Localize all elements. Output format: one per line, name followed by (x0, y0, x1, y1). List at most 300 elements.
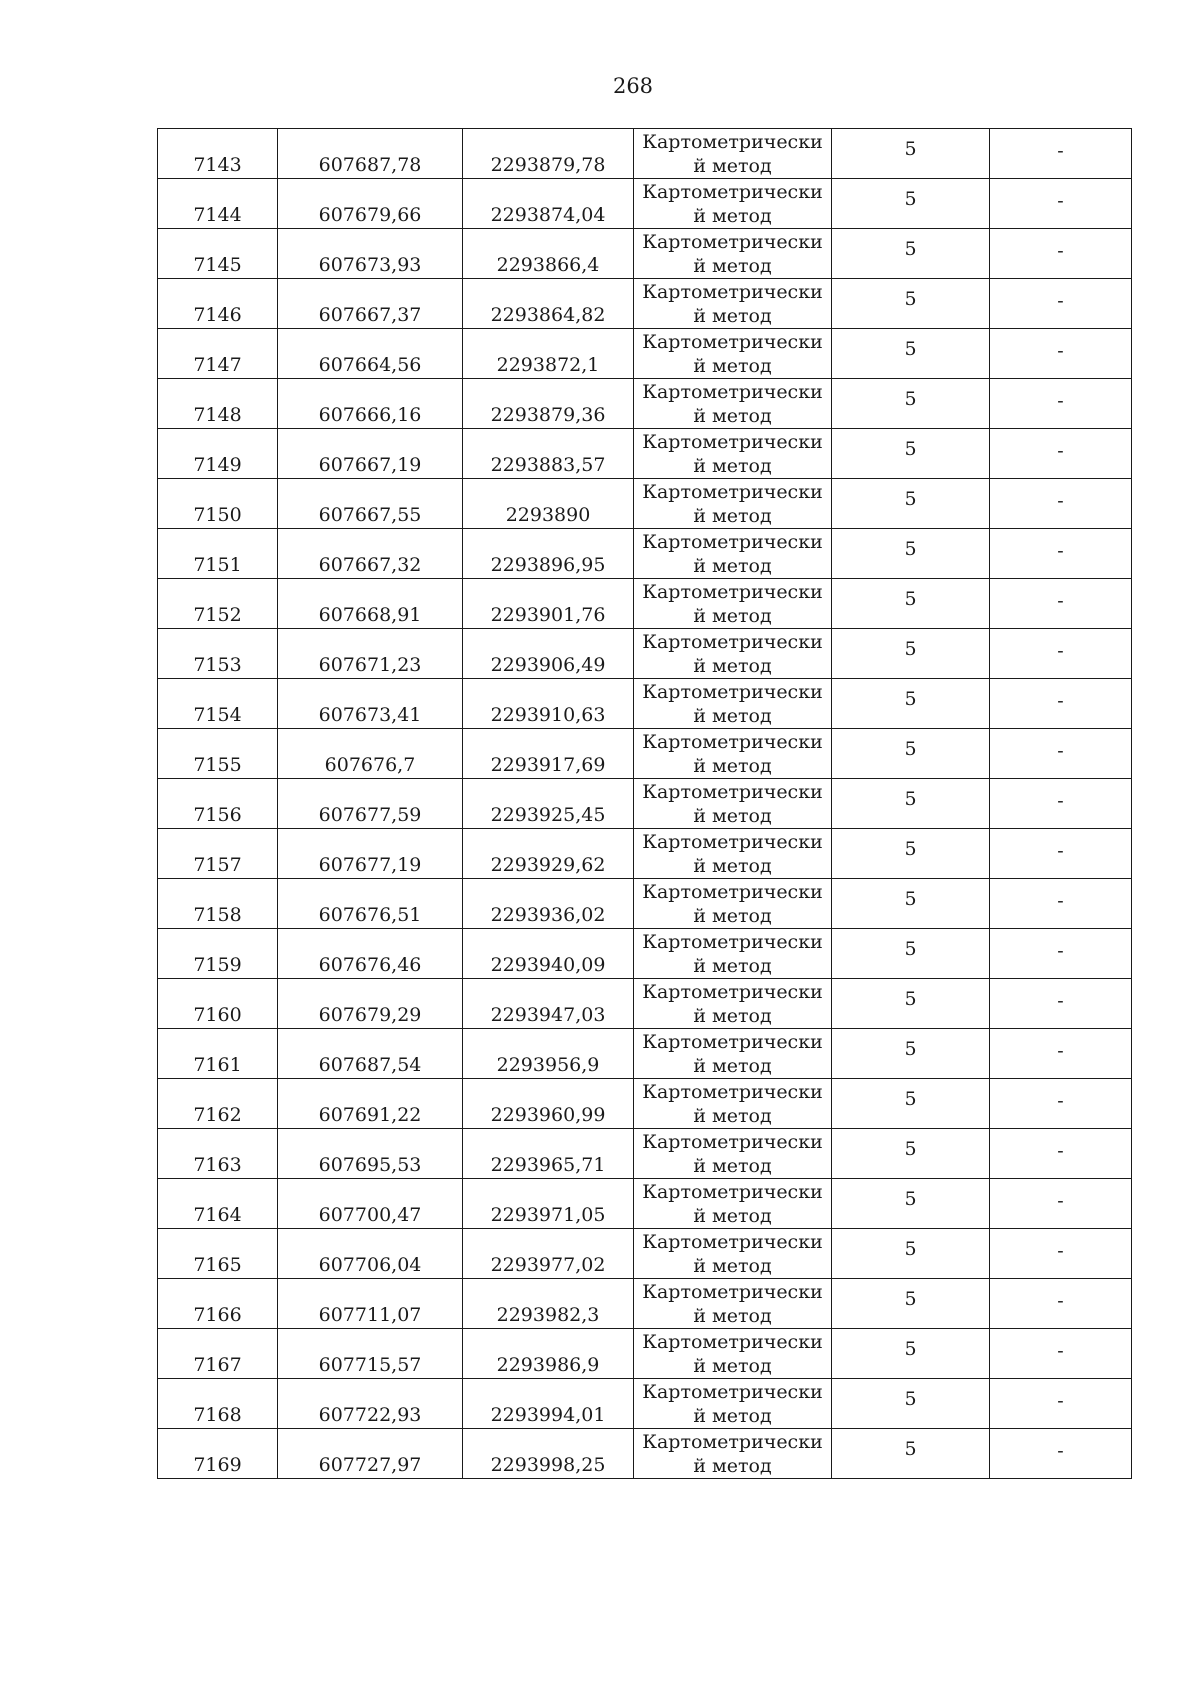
accuracy-cell-text: 5 (904, 138, 917, 160)
accuracy-cell (832, 1029, 990, 1079)
method-cell (634, 979, 832, 1029)
method-cell (634, 129, 832, 179)
note-cell-text: - (1057, 390, 1064, 412)
accuracy-cell-text: 5 (904, 438, 917, 460)
x-coordinate-cell-text: 607727,97 (318, 1454, 422, 1476)
method-cell (634, 1379, 832, 1429)
x-coordinate-cell (278, 1229, 463, 1279)
accuracy-cell-text: 5 (904, 788, 917, 810)
note-cell (990, 379, 1132, 429)
accuracy-cell (832, 1429, 990, 1479)
note-cell-text: - (1057, 490, 1064, 512)
accuracy-cell (832, 229, 990, 279)
accuracy-cell-text: 5 (904, 288, 917, 310)
point-number-cell (158, 129, 278, 179)
point-number-cell-text: 7148 (193, 404, 242, 426)
point-number-cell-text: 7169 (193, 1454, 242, 1476)
accuracy-cell-text: 5 (904, 1038, 917, 1060)
x-coordinate-cell-text: 607687,54 (318, 1054, 422, 1076)
point-number-cell (158, 629, 278, 679)
point-number-cell (158, 829, 278, 879)
note-cell (990, 979, 1132, 1029)
method-line1: Картометрически (642, 1080, 823, 1103)
method-line1: Картометрически (642, 930, 823, 953)
table-row (158, 179, 1132, 229)
note-cell-text: - (1057, 1140, 1064, 1162)
method-line1: Картометрически (642, 980, 823, 1003)
accuracy-cell-text: 5 (904, 888, 917, 910)
accuracy-cell-text: 5 (904, 538, 917, 560)
table-body (158, 129, 1132, 1479)
y-coordinate-cell-text: 2293879,78 (490, 154, 606, 176)
x-coordinate-cell-text: 607673,41 (318, 704, 422, 726)
method-line2: й метод (693, 354, 772, 377)
point-number-cell (158, 379, 278, 429)
y-coordinate-cell (463, 1429, 634, 1479)
y-coordinate-cell-text: 2293977,02 (490, 1254, 606, 1276)
point-number-cell-text: 7158 (193, 904, 242, 926)
table-row (158, 279, 1132, 329)
point-number-cell (158, 479, 278, 529)
point-number-cell-text: 7159 (193, 954, 242, 976)
note-cell (990, 129, 1132, 179)
accuracy-cell-text: 5 (904, 1288, 917, 1310)
x-coordinate-cell-text: 607667,55 (318, 504, 422, 526)
table-row (158, 829, 1132, 879)
accuracy-cell-text: 5 (904, 338, 917, 360)
x-coordinate-cell-text: 607664,56 (318, 354, 422, 376)
point-number-cell (158, 879, 278, 929)
y-coordinate-cell (463, 229, 634, 279)
x-coordinate-cell (278, 729, 463, 779)
note-cell-text: - (1057, 1240, 1064, 1262)
accuracy-cell (832, 729, 990, 779)
accuracy-cell (832, 1179, 990, 1229)
table-row (158, 579, 1132, 629)
note-cell (990, 329, 1132, 379)
x-coordinate-cell-text: 607667,32 (318, 554, 422, 576)
point-number-cell-text: 7154 (193, 704, 242, 726)
accuracy-cell (832, 679, 990, 729)
accuracy-cell (832, 879, 990, 929)
method-line1: Картометрически (642, 430, 823, 453)
method-line1: Картометрически (642, 130, 823, 153)
method-line2: й метод (693, 954, 772, 977)
method-cell (634, 1429, 832, 1479)
point-number-cell (158, 279, 278, 329)
x-coordinate-cell (278, 879, 463, 929)
table-row (158, 629, 1132, 679)
point-number-cell (158, 779, 278, 829)
point-number-cell-text: 7144 (193, 204, 242, 226)
method-line1: Картометрически (642, 330, 823, 353)
method-line1: Картометрически (642, 230, 823, 253)
table-row (158, 1279, 1132, 1329)
y-coordinate-cell-text: 2293940,09 (490, 954, 606, 976)
y-coordinate-cell-text: 2293947,03 (490, 1004, 606, 1026)
table-row (158, 779, 1132, 829)
method-cell (634, 379, 832, 429)
method-line2: й метод (693, 754, 772, 777)
x-coordinate-cell-text: 607671,23 (318, 654, 422, 676)
x-coordinate-cell (278, 529, 463, 579)
x-coordinate-cell (278, 1129, 463, 1179)
method-line1: Картометрически (642, 280, 823, 303)
note-cell (990, 729, 1132, 779)
note-cell (990, 429, 1132, 479)
method-line2: й метод (693, 1404, 772, 1427)
y-coordinate-cell-text: 2293901,76 (490, 604, 606, 626)
note-cell-text: - (1057, 740, 1064, 762)
method-line1: Картометрически (642, 530, 823, 553)
note-cell (990, 479, 1132, 529)
point-number-cell (158, 1129, 278, 1179)
y-coordinate-cell (463, 479, 634, 529)
x-coordinate-cell-text: 607691,22 (318, 1104, 422, 1126)
x-coordinate-cell-text: 607687,78 (318, 154, 422, 176)
method-line2: й метод (693, 1454, 772, 1477)
y-coordinate-cell (463, 1279, 634, 1329)
x-coordinate-cell (278, 129, 463, 179)
method-line1: Картометрически (642, 1130, 823, 1153)
method-line1: Картометрически (642, 780, 823, 803)
point-number-cell-text: 7155 (193, 754, 242, 776)
y-coordinate-cell-text: 2293874,04 (490, 204, 606, 226)
method-line1: Картометрически (642, 1030, 823, 1053)
y-coordinate-cell (463, 679, 634, 729)
method-line1: Картометрически (642, 1230, 823, 1253)
point-number-cell-text: 7162 (193, 1104, 242, 1126)
method-cell (634, 829, 832, 879)
accuracy-cell (832, 629, 990, 679)
y-coordinate-cell (463, 579, 634, 629)
x-coordinate-cell (278, 829, 463, 879)
accuracy-cell-text: 5 (904, 1338, 917, 1360)
method-cell (634, 1279, 832, 1329)
table-row (158, 479, 1132, 529)
method-cell (634, 529, 832, 579)
point-number-cell (158, 1229, 278, 1279)
page-number: 268 (612, 74, 654, 98)
accuracy-cell-text: 5 (904, 188, 917, 210)
method-cell (634, 929, 832, 979)
method-cell (634, 179, 832, 229)
table-row (158, 1429, 1132, 1479)
note-cell-text: - (1057, 690, 1064, 712)
point-number-cell-text: 7152 (193, 604, 242, 626)
note-cell-text: - (1057, 840, 1064, 862)
table-row (158, 329, 1132, 379)
method-line2: й метод (693, 554, 772, 577)
point-number-cell (158, 1379, 278, 1429)
point-number-cell-text: 7164 (193, 1204, 242, 1226)
note-cell (990, 629, 1132, 679)
note-cell-text: - (1057, 340, 1064, 362)
x-coordinate-cell-text: 607667,37 (318, 304, 422, 326)
y-coordinate-cell (463, 179, 634, 229)
method-line2: й метод (693, 654, 772, 677)
method-line2: й метод (693, 504, 772, 527)
note-cell (990, 1129, 1132, 1179)
method-line2: й метод (693, 804, 772, 827)
y-coordinate-cell (463, 279, 634, 329)
method-line1: Картометрически (642, 730, 823, 753)
method-cell (634, 729, 832, 779)
accuracy-cell (832, 379, 990, 429)
point-number-cell-text: 7150 (193, 504, 242, 526)
note-cell-text: - (1057, 990, 1064, 1012)
table-row (158, 1229, 1132, 1279)
method-line2: й метод (693, 854, 772, 877)
method-line1: Картометрически (642, 580, 823, 603)
accuracy-cell-text: 5 (904, 988, 917, 1010)
accuracy-cell (832, 779, 990, 829)
x-coordinate-cell-text: 607706,04 (318, 1254, 422, 1276)
accuracy-cell (832, 579, 990, 629)
note-cell-text: - (1057, 1190, 1064, 1212)
table-row (158, 379, 1132, 429)
point-number-cell (158, 979, 278, 1029)
note-cell-text: - (1057, 1290, 1064, 1312)
method-line1: Картометрически (642, 830, 823, 853)
y-coordinate-cell (463, 929, 634, 979)
y-coordinate-cell (463, 1079, 634, 1129)
x-coordinate-cell (278, 1429, 463, 1479)
method-line2: й метод (693, 304, 772, 327)
note-cell-text: - (1057, 940, 1064, 962)
point-number-cell-text: 7143 (193, 154, 242, 176)
method-line2: й метод (693, 704, 772, 727)
x-coordinate-cell-text: 607695,53 (318, 1154, 422, 1176)
accuracy-cell-text: 5 (904, 1238, 917, 1260)
y-coordinate-cell (463, 1229, 634, 1279)
accuracy-cell (832, 1229, 990, 1279)
method-line2: й метод (693, 1104, 772, 1127)
point-number-cell (158, 1179, 278, 1229)
method-cell (634, 1079, 832, 1129)
y-coordinate-cell (463, 729, 634, 779)
point-number-cell-text: 7147 (193, 354, 242, 376)
point-number-cell (158, 179, 278, 229)
note-cell-text: - (1057, 1040, 1064, 1062)
method-cell (634, 229, 832, 279)
y-coordinate-cell (463, 379, 634, 429)
x-coordinate-cell (278, 1029, 463, 1079)
x-coordinate-cell (278, 429, 463, 479)
y-coordinate-cell-text: 2293982,3 (496, 1304, 600, 1326)
table-row (158, 929, 1132, 979)
y-coordinate-cell (463, 879, 634, 929)
method-cell (634, 629, 832, 679)
note-cell-text: - (1057, 1440, 1064, 1462)
note-cell-text: - (1057, 640, 1064, 662)
y-coordinate-cell (463, 429, 634, 479)
accuracy-cell-text: 5 (904, 1388, 917, 1410)
y-coordinate-cell-text: 2293998,25 (490, 1454, 606, 1476)
point-number-cell (158, 929, 278, 979)
method-cell (634, 1179, 832, 1229)
x-coordinate-cell (278, 1379, 463, 1429)
y-coordinate-cell-text: 2293906,49 (490, 654, 606, 676)
y-coordinate-cell-text: 2293866,4 (496, 254, 600, 276)
accuracy-cell-text: 5 (904, 738, 917, 760)
table-row (158, 1329, 1132, 1379)
accuracy-cell-text: 5 (904, 1088, 917, 1110)
accuracy-cell-text: 5 (904, 588, 917, 610)
y-coordinate-cell-text: 2293879,36 (490, 404, 606, 426)
point-number-cell-text: 7160 (193, 1004, 242, 1026)
table-row (158, 729, 1132, 779)
method-cell (634, 479, 832, 529)
note-cell (990, 829, 1132, 879)
method-line2: й метод (693, 904, 772, 927)
y-coordinate-cell-text: 2293965,71 (490, 1154, 606, 1176)
point-number-cell (158, 1429, 278, 1479)
point-number-cell-text: 7167 (193, 1354, 242, 1376)
x-coordinate-cell (278, 329, 463, 379)
note-cell-text: - (1057, 540, 1064, 562)
y-coordinate-cell (463, 629, 634, 679)
y-coordinate-cell-text: 2293864,82 (490, 304, 606, 326)
table-row (158, 429, 1132, 479)
method-line2: й метод (693, 1254, 772, 1277)
method-cell (634, 1129, 832, 1179)
note-cell (990, 879, 1132, 929)
method-line2: й метод (693, 404, 772, 427)
accuracy-cell-text: 5 (904, 488, 917, 510)
accuracy-cell-text: 5 (904, 388, 917, 410)
method-line2: й метод (693, 1354, 772, 1377)
accuracy-cell (832, 979, 990, 1029)
y-coordinate-cell-text: 2293936,02 (490, 904, 606, 926)
accuracy-cell (832, 279, 990, 329)
point-number-cell (158, 1029, 278, 1079)
table-row (158, 679, 1132, 729)
table-row (158, 1379, 1132, 1429)
x-coordinate-cell-text: 607677,59 (318, 804, 422, 826)
note-cell-text: - (1057, 240, 1064, 262)
table-row (158, 129, 1132, 179)
method-line1: Картометрически (642, 630, 823, 653)
accuracy-cell-text: 5 (904, 238, 917, 260)
y-coordinate-cell (463, 1379, 634, 1429)
point-number-cell-text: 7165 (193, 1254, 242, 1276)
note-cell-text: - (1057, 590, 1064, 612)
x-coordinate-cell (278, 1329, 463, 1379)
y-coordinate-cell (463, 329, 634, 379)
note-cell (990, 1029, 1132, 1079)
point-number-cell-text: 7146 (193, 304, 242, 326)
method-line1: Картометрически (642, 1430, 823, 1453)
y-coordinate-cell-text: 2293872,1 (496, 354, 600, 376)
x-coordinate-cell (278, 179, 463, 229)
method-line2: й метод (693, 204, 772, 227)
y-coordinate-cell-text: 2293917,69 (490, 754, 606, 776)
x-coordinate-cell (278, 1279, 463, 1329)
point-number-cell (158, 529, 278, 579)
method-line1: Картометрически (642, 1380, 823, 1403)
x-coordinate-cell-text: 607715,57 (318, 1354, 422, 1376)
point-number-cell (158, 229, 278, 279)
x-coordinate-cell-text: 607722,93 (318, 1404, 422, 1426)
x-coordinate-cell-text: 607667,19 (318, 454, 422, 476)
x-coordinate-cell-text: 607676,46 (318, 954, 422, 976)
note-cell (990, 1179, 1132, 1229)
accuracy-cell (832, 1379, 990, 1429)
y-coordinate-cell (463, 529, 634, 579)
accuracy-cell (832, 829, 990, 879)
point-number-cell-text: 7166 (193, 1304, 242, 1326)
point-number-cell-text: 7156 (193, 804, 242, 826)
x-coordinate-cell-text: 607700,47 (318, 1204, 422, 1226)
point-number-cell-text: 7161 (193, 1054, 242, 1076)
accuracy-cell-text: 5 (904, 1438, 917, 1460)
table-row (158, 879, 1132, 929)
method-line2: й метод (693, 1054, 772, 1077)
x-coordinate-cell-text: 607666,16 (318, 404, 422, 426)
point-number-cell (158, 1329, 278, 1379)
accuracy-cell (832, 329, 990, 379)
note-cell (990, 779, 1132, 829)
method-cell (634, 429, 832, 479)
method-line2: й метод (693, 1304, 772, 1327)
method-line1: Картометрически (642, 480, 823, 503)
note-cell (990, 279, 1132, 329)
method-cell (634, 779, 832, 829)
accuracy-cell (832, 479, 990, 529)
note-cell (990, 179, 1132, 229)
note-cell (990, 1079, 1132, 1129)
note-cell (990, 1379, 1132, 1429)
y-coordinate-cell (463, 779, 634, 829)
point-number-cell (158, 679, 278, 729)
accuracy-cell (832, 179, 990, 229)
note-cell (990, 579, 1132, 629)
x-coordinate-cell (278, 229, 463, 279)
y-coordinate-cell (463, 1179, 634, 1229)
point-number-cell (158, 1279, 278, 1329)
note-cell (990, 229, 1132, 279)
point-number-cell-text: 7163 (193, 1154, 242, 1176)
x-coordinate-cell-text: 607673,93 (318, 254, 422, 276)
point-number-cell-text: 7145 (193, 254, 242, 276)
point-number-cell-text: 7149 (193, 454, 242, 476)
point-number-cell (158, 329, 278, 379)
x-coordinate-cell (278, 1179, 463, 1229)
accuracy-cell-text: 5 (904, 838, 917, 860)
y-coordinate-cell-text: 2293883,57 (490, 454, 606, 476)
note-cell-text: - (1057, 190, 1064, 212)
method-line1: Картометрически (642, 1280, 823, 1303)
y-coordinate-cell (463, 129, 634, 179)
x-coordinate-cell-text: 607677,19 (318, 854, 422, 876)
y-coordinate-cell-text: 2293994,01 (490, 1404, 606, 1426)
point-number-cell (158, 429, 278, 479)
y-coordinate-cell-text: 2293986,9 (496, 1354, 600, 1376)
x-coordinate-cell-text: 607676,51 (318, 904, 422, 926)
table-row (158, 1129, 1132, 1179)
y-coordinate-cell-text: 2293925,45 (490, 804, 606, 826)
point-number-cell-text: 7151 (193, 554, 242, 576)
accuracy-cell-text: 5 (904, 688, 917, 710)
note-cell (990, 679, 1132, 729)
point-number-cell (158, 1079, 278, 1129)
accuracy-cell-text: 5 (904, 638, 917, 660)
y-coordinate-cell-text: 2293956,9 (496, 1054, 600, 1076)
x-coordinate-cell (278, 929, 463, 979)
method-line1: Картометрически (642, 380, 823, 403)
y-coordinate-cell-text: 2293896,95 (490, 554, 606, 576)
